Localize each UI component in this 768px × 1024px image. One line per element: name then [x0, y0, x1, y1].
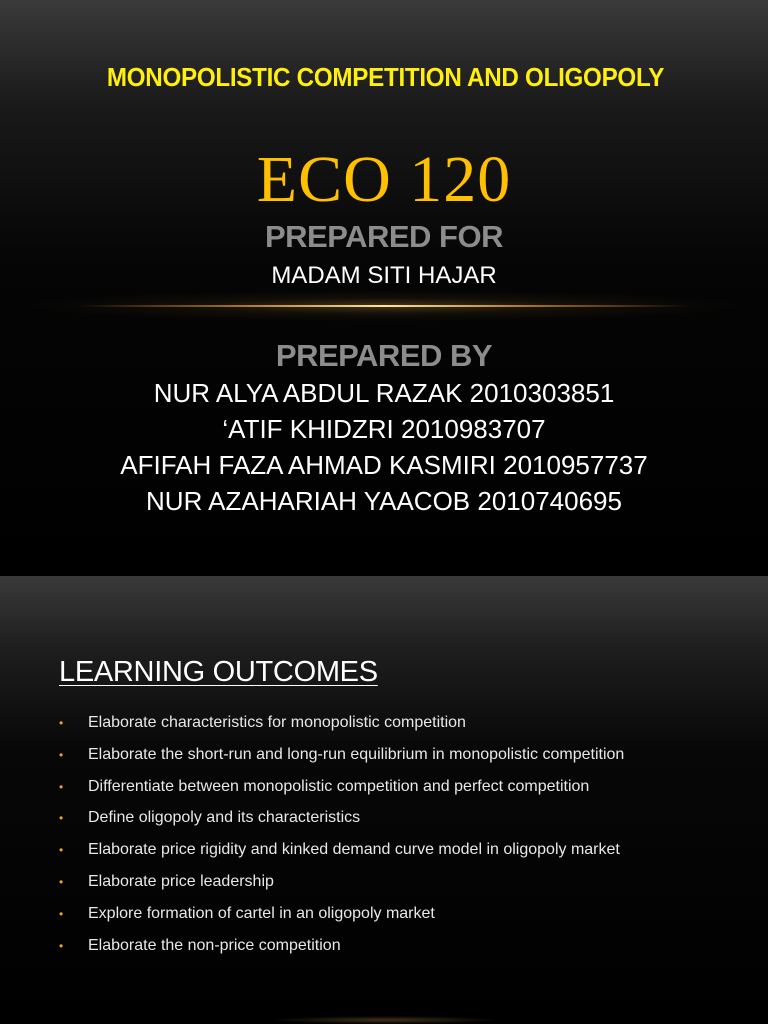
- outcomes-list: [59, 714, 624, 968]
- member-name: NUR ALYA ABDUL RAZAK 2010303851: [153, 378, 615, 408]
- bullet-icon: •: [59, 811, 64, 826]
- bullet-icon: •: [59, 843, 64, 858]
- list-item: [59, 905, 624, 937]
- bullet-icon: •: [59, 874, 64, 889]
- list-item: [59, 873, 624, 905]
- learning-outcomes-slide: [0, 576, 768, 1024]
- prepared-by-heading: PREPARED BY: [275, 338, 493, 373]
- list-item: [59, 714, 624, 746]
- list-item: [59, 841, 624, 873]
- list-item: [59, 937, 624, 969]
- prepared-for-heading: PREPARED FOR: [264, 219, 503, 254]
- bullet-icon: •: [59, 779, 64, 794]
- lecturer-name: MADAM SITI HAJAR: [271, 262, 497, 289]
- bullet-icon: •: [59, 938, 64, 953]
- outcome-text: Elaborate the non-price competition: [88, 936, 341, 954]
- outcome-text: Elaborate price rigidity and kinked demand curve model in oligopoly market: [88, 841, 620, 859]
- member-name: AFIFAH FAZA AHMAD KASMIRI 2010957737: [120, 450, 648, 480]
- list-item: [59, 746, 624, 778]
- bullet-icon: •: [59, 906, 64, 921]
- bottom-glow: [270, 1016, 500, 1024]
- outcome-text: Define oligopoly and its characteristics: [88, 809, 361, 827]
- outcome-text: Elaborate the short-run and long-run equilibrium in monopolistic competition: [88, 745, 625, 763]
- presentation-title: MONOPOLISTIC COMPETITION AND OLIGOPOLY: [106, 62, 665, 92]
- outcome-text: Explore formation of cartel in an oligopoly market: [88, 904, 435, 922]
- member-name: ‘ATIF KHIDZRI 2010983707: [222, 414, 546, 444]
- member-name: NUR AZAHARIAH YAACOB 2010740695: [146, 486, 622, 516]
- outcome-text: Elaborate price leadership: [88, 872, 274, 890]
- list-item: [59, 778, 624, 810]
- bullet-icon: •: [59, 747, 64, 762]
- outcome-text: Elaborate characteristics for monopolistic competition: [88, 714, 466, 731]
- list-item: [59, 809, 624, 841]
- learning-outcomes-heading: LEARNING OUTCOMES: [59, 656, 378, 688]
- outcome-text: Differentiate between monopolistic competition and perfect competition: [88, 777, 590, 795]
- course-code: ECO 120: [256, 143, 512, 216]
- divider-line: [80, 305, 688, 307]
- bullet-icon: •: [59, 716, 64, 730]
